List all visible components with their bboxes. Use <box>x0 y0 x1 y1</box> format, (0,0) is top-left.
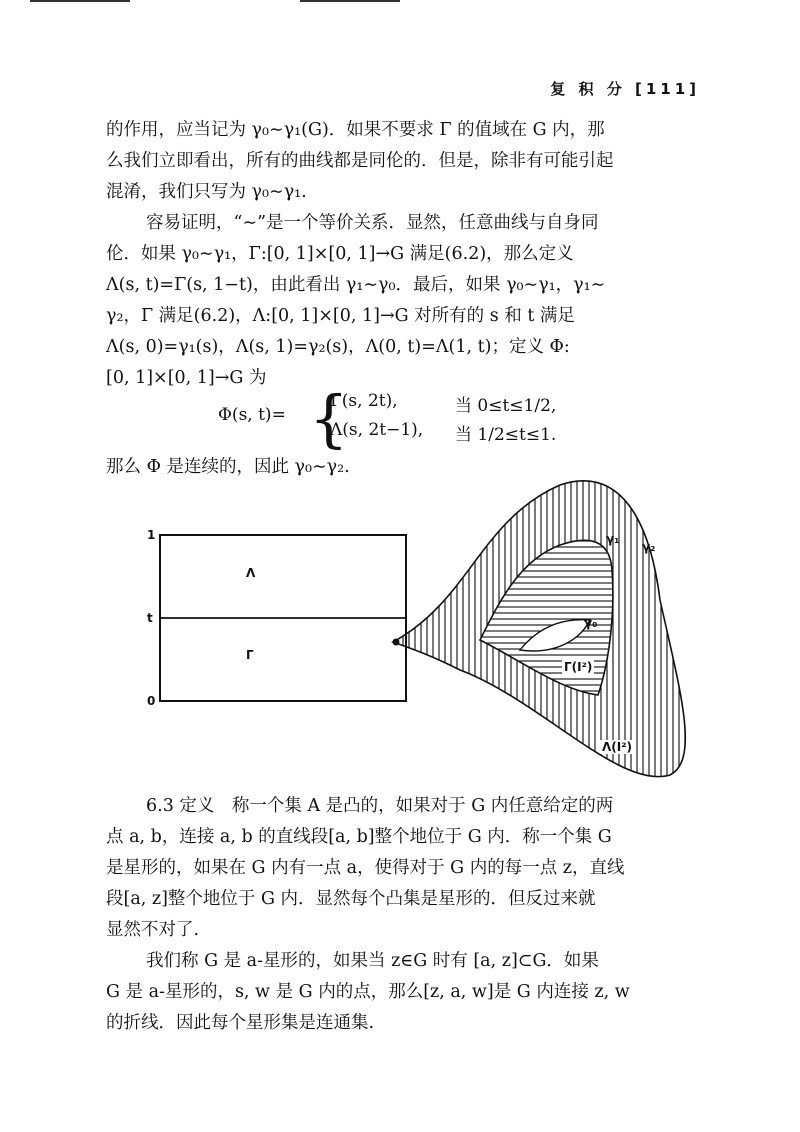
text-line: 的折线．因此每个星形集是连通集. <box>106 1013 375 1033</box>
text-line: 的作用，应当记为 γ₀∼γ₁(G)．如果不要求 Γ 的值域在 G 内，那 <box>106 120 605 140</box>
formula-brace: { <box>309 382 349 455</box>
square-region-lambda: Λ <box>246 566 256 580</box>
text-line: 显然不对了. <box>106 920 200 940</box>
text-line: 我们称 G 是 a-星形的，如果当 z∈G 时有 [a, z]⊂G．如果 <box>146 951 599 971</box>
label-lambda-image: Λ(I²) <box>602 740 632 754</box>
text-line: 是星形的，如果在 G 内有一点 a，使得对于 G 内的每一点 z，直线 <box>106 858 625 878</box>
formula-case2-cond: 当 1/2≤t≤1. <box>455 425 557 445</box>
text-line: Λ(s, t)=Γ(s, 1−t)，由此看出 γ₁∼γ₀．最后，如果 γ₀∼γ₁，γ₁∼ <box>106 275 606 295</box>
text-line: G 是 a-星形的，s, w 是 G 内的点，那么[z, a, w]是 G 内连接 z, w <box>106 982 630 1002</box>
text-line: 那么 Φ 是连续的，因此 γ₀∼γ₂. <box>106 457 350 477</box>
formula-case1-cond: 当 0≤t≤1/2, <box>455 396 557 416</box>
label-gamma-image: Γ(I²) <box>564 660 593 674</box>
running-header: 复 积 分 [111] <box>550 80 700 98</box>
text-line: 容易证明，“∼”是一个等价关系．显然，任意曲线与自身同 <box>146 213 599 233</box>
text-line: γ₂，Γ 满足(6.2)，Λ:[0, 1]×[0, 1]→G 对所有的 s 和 t 满足 <box>106 306 575 326</box>
square-region-gamma: Γ <box>246 648 254 662</box>
square-label-bottom: 0 <box>147 694 156 708</box>
text-line: 伦．如果 γ₀∼γ₁，Γ:[0, 1]×[0, 1]→G 满足(6.2)，那么定义 <box>106 244 574 264</box>
text-line: Λ(s, 0)=γ₁(s)，Λ(s, 1)=γ₂(s)，Λ(0, t)=Λ(1, t)；定义 Φ: <box>106 337 570 357</box>
homotopy-regions <box>393 481 686 777</box>
text-line: 6.3 定义 称一个集 A 是凸的，如果对于 G 内任意给定的两 <box>146 796 614 816</box>
unit-square <box>160 535 406 701</box>
text-line: 么我们立即看出，所有的曲线都是同伦的．但是，除非有可能引起 <box>106 151 614 171</box>
text-line: 点 a, b，连接 a, b 的直线段[a, b]整个地位于 G 内．称一个集 G <box>106 827 612 847</box>
square-label-middle: t <box>147 611 153 625</box>
text-line: 段[a, z]整个地位于 G 内．显然每个凸集是星形的．但反过来就 <box>106 889 596 909</box>
formula-case1-expr: Γ(s, 2t), <box>330 391 398 411</box>
label-gamma0: γ₀ <box>584 616 598 630</box>
label-gamma2: γ₂ <box>642 540 656 554</box>
formula-case2-expr: Λ(s, 2t−1), <box>330 420 424 440</box>
text-line: [0, 1]×[0, 1]→G 为 <box>106 368 267 388</box>
square-label-top: 1 <box>147 528 156 542</box>
label-gamma1: γ₁ <box>606 532 620 546</box>
formula-lhs: Φ(s, t)= <box>218 405 286 425</box>
text-line: 混淆，我们只写为 γ₀∼γ₁. <box>106 182 307 202</box>
